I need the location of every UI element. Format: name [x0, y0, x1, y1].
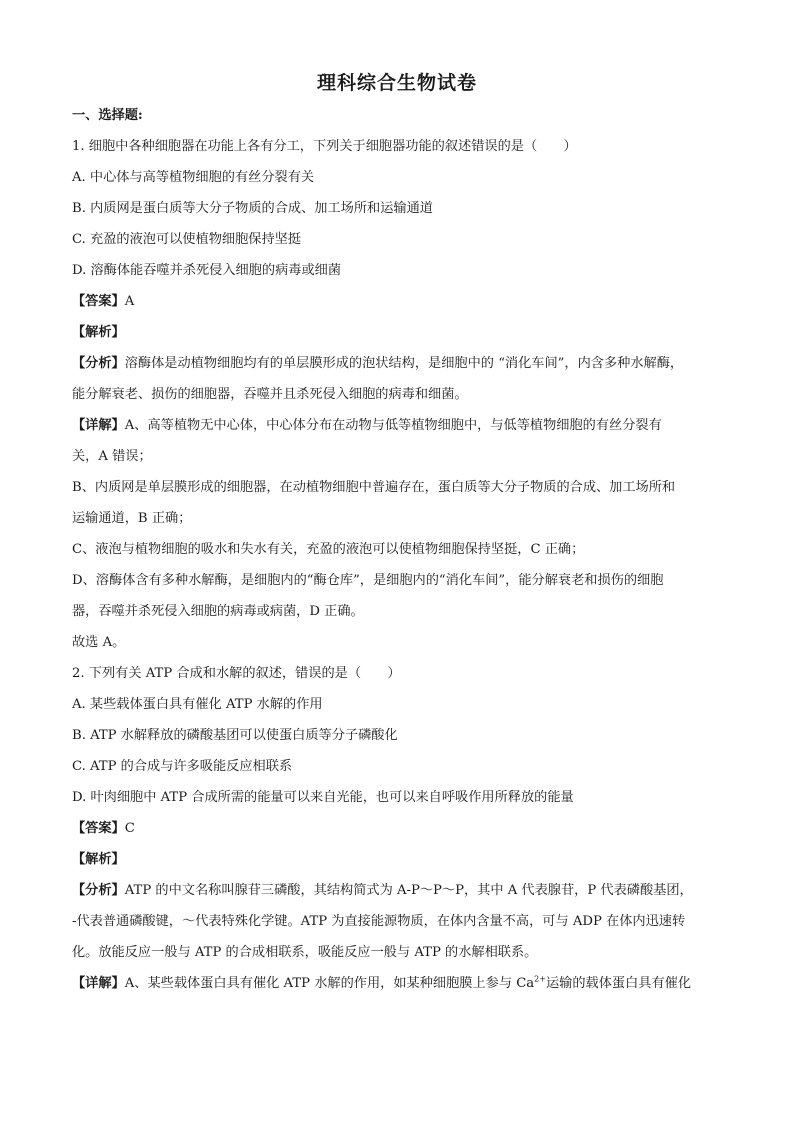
q1-fenxi-2: 能分解衰老、损伤的细胞器，吞噬并且杀死侵入细胞的病毒和细菌。	[72, 387, 468, 402]
q1-option-a: A. 中心体与高等植物细胞的有丝分裂有关	[72, 170, 315, 185]
q2-analysis-tag: 【解析】	[72, 852, 125, 867]
xiangjie-tag: 【详解】	[72, 418, 125, 433]
fenxi-tag: 【分析】	[72, 883, 125, 898]
q2-option-d: D. 叶肉细胞中 ATP 合成所需的能量可以来自光能，也可以来自呼吸作用所释放的能量	[72, 790, 574, 805]
q1-xiangjie-c: C、液泡与植物细胞的吸水和失水有关，充盈的液泡可以使植物细胞保持坚挺，C 正确；	[72, 542, 585, 557]
answer-tag: 【答案】	[72, 294, 125, 309]
xiangjie-tag: 【详解】	[72, 976, 125, 991]
page-title: 理科综合生物试卷	[316, 72, 477, 94]
q1-answer	[72, 286, 722, 317]
q1-option-d: D. 溶酶体能吞噬并杀死侵入细胞的病毒或细菌	[72, 263, 342, 278]
q2-xiangjie-a1	[72, 968, 722, 999]
q2-stem: 2. 下列有关 ATP 合成和水解的叙述，错误的是（ ）	[72, 666, 401, 681]
q1-analysis-tag: 【解析】	[72, 325, 125, 340]
q1-stem: 1. 细胞中各种细胞器在功能上各有分工，下列关于细胞器功能的叙述错误的是（ ）	[72, 139, 577, 154]
fenxi-text: 溶酶体是动植物细胞均有的单层膜形成的泡状结构，是细胞中的 “消化车间”，内含多种水解酶，	[124, 356, 684, 371]
q2-fenxi-3: 化。放能反应一般与 ATP 的合成相联系，吸能反应一般与 ATP 的水解相联系。	[72, 945, 538, 960]
q2-option-b: B. ATP 水解释放的磷酸基团可以使蛋白质等分子磷酸化	[72, 728, 398, 743]
q1-xiangjie-a1	[72, 410, 722, 441]
xiangjie-text-post: 运输的载体蛋白具有催化	[545, 976, 692, 991]
answer-tag: 【答案】	[72, 821, 125, 836]
q1-conclusion: 故选 A。	[72, 635, 126, 650]
q1-xiangjie-b1: B、内质网是单层膜形成的细胞器，在动植物细胞中普遍存在，蛋白质等大分子物质的合成、加工场所和	[72, 480, 676, 495]
q1-xiangjie-d1: D、溶酶体含有多种水解酶，是细胞内的“酶仓库”，是细胞内的“消化车间”，能分解衰老和损伤的细胞	[72, 573, 664, 588]
section-heading: 一、选择题:	[72, 108, 143, 123]
ion-charge: 2+	[534, 974, 546, 984]
xiangjie-text: A、高等植物无中心体，中心体分布在动物与低等植物细胞中，与低等植物细胞的有丝分裂有	[124, 418, 662, 433]
xiangjie-text-pre: A、某些载体蛋白具有催化 ATP 水解的作用，如某种细胞膜上参与 Ca	[124, 976, 535, 991]
answer-value: C	[124, 821, 135, 836]
q1-xiangjie-a2: 关，A 错误；	[72, 449, 152, 464]
q2-option-c: C. ATP 的合成与许多吸能反应相联系	[72, 759, 293, 774]
q1-xiangjie-b2: 运输通道，B 正确；	[72, 511, 192, 526]
q2-fenxi-1	[72, 875, 722, 906]
exam-page	[72, 68, 722, 999]
q2-option-a: A. 某些载体蛋白具有催化 ATP 水解的作用	[72, 697, 323, 712]
q1-xiangjie-d2: 器，吞噬并杀死侵入细胞的病毒或病菌，D 正确。	[72, 604, 364, 619]
fenxi-tag: 【分析】	[72, 356, 125, 371]
q1-fenxi-1	[72, 348, 722, 379]
q2-fenxi-2: -代表普通磷酸键，～代表特殊化学键。ATP 为直接能源物质，在体内含量不高，可与 ADP 在体内迅速转	[72, 914, 686, 929]
answer-value: A	[124, 294, 135, 309]
q2-answer	[72, 813, 722, 844]
q1-option-c: C. 充盈的液泡可以使植物细胞保持坚挺	[72, 232, 302, 247]
q1-option-b: B. 内质网是蛋白质等大分子物质的合成、加工场所和运输通道	[72, 201, 433, 216]
fenxi-text: ATP 的中文名称叫腺苷三磷酸，其结构简式为 A-P～P～P，其中 A 代表腺苷，P 代表磷酸基团，	[124, 883, 693, 898]
